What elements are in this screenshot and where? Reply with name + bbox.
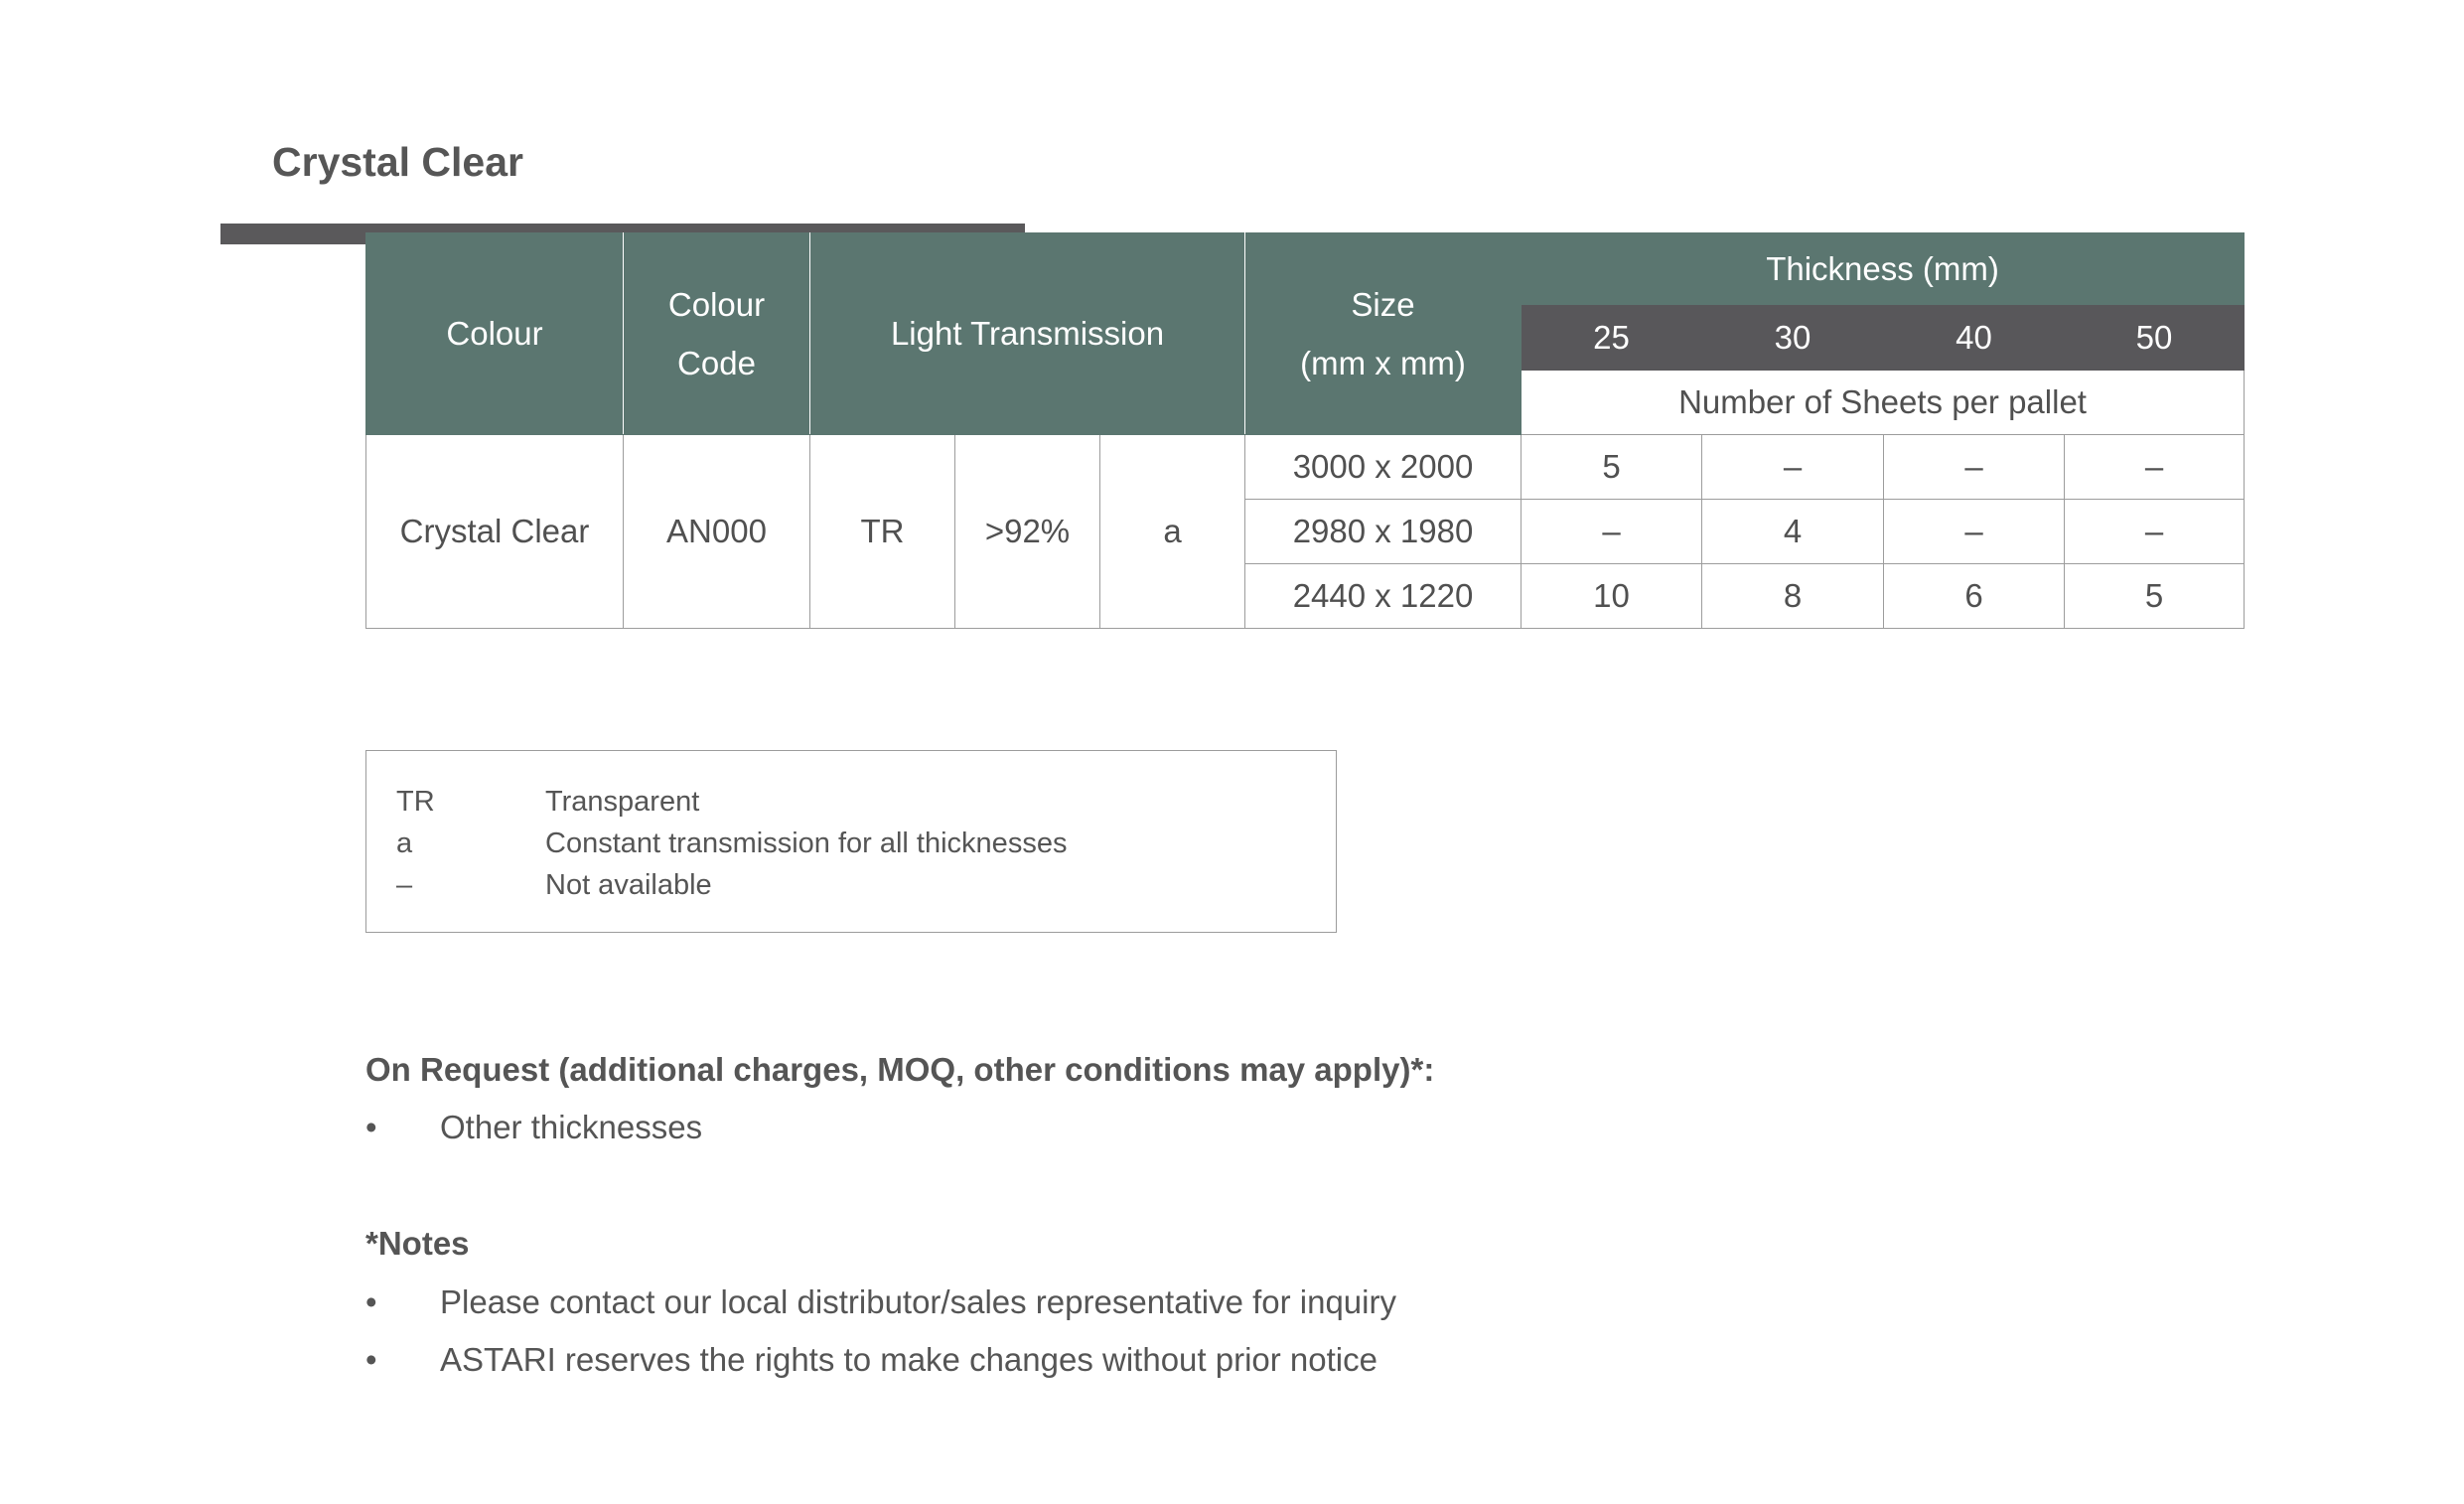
header-colour: Colour — [366, 233, 624, 435]
legend-text: Constant transmission for all thicknesses — [545, 827, 1068, 859]
header-colour-code — [624, 233, 810, 435]
header-thickness: Thickness (mm) — [1522, 233, 2245, 305]
bullet-marker: • — [365, 1341, 377, 1378]
cell-size: 2440 x 1220 — [1245, 564, 1522, 629]
legend-box — [365, 750, 1337, 933]
legend-key: TR — [396, 786, 435, 818]
cell-transmission: >92% — [955, 435, 1100, 629]
list-item — [365, 1341, 1377, 1379]
list-item — [365, 1109, 702, 1146]
thickness-50: 50 — [2065, 305, 2245, 371]
legend-text: Transparent — [545, 786, 700, 818]
legend-row — [396, 869, 712, 902]
spec-table — [365, 232, 2245, 629]
cell-value: – — [1884, 435, 2065, 500]
cell-colour-code: AN000 — [624, 435, 810, 629]
notes-heading: *Notes — [365, 1225, 470, 1262]
cell-value: 5 — [2065, 564, 2245, 629]
header-size-line2: (mm x mm) — [1300, 345, 1466, 381]
thickness-40: 40 — [1884, 305, 2065, 371]
page-title: Crystal Clear — [272, 139, 523, 185]
cell-value: 5 — [1522, 435, 1702, 500]
legend-key: a — [396, 827, 413, 859]
thickness-30: 30 — [1702, 305, 1884, 371]
cell-size: 3000 x 2000 — [1245, 435, 1522, 500]
header-size — [1245, 233, 1522, 435]
cell-type: TR — [810, 435, 955, 629]
cell-value: 10 — [1522, 564, 1702, 629]
cell-value: 6 — [1884, 564, 2065, 629]
legend-key: – — [396, 869, 413, 901]
legend-row — [396, 786, 699, 819]
header-light-transmission: Light Transmission — [810, 233, 1245, 435]
thickness-25: 25 — [1522, 305, 1702, 371]
table-row — [366, 435, 2245, 500]
cell-transmission-note: a — [1100, 435, 1245, 629]
bullet-marker: • — [365, 1283, 377, 1320]
legend-text: Not available — [545, 869, 712, 901]
list-item-text: Please contact our local distributor/sales representative for inquiry — [440, 1283, 1396, 1320]
header-colour-code-line1: Colour — [667, 286, 766, 323]
cell-value: 8 — [1702, 564, 1884, 629]
list-item-text: Other thicknesses — [440, 1109, 703, 1145]
header-colour-code-line2: Code — [677, 345, 756, 381]
cell-value: – — [2065, 435, 2245, 500]
cell-value: – — [1702, 435, 1884, 500]
legend-row — [396, 827, 1067, 860]
list-item — [365, 1283, 1396, 1321]
cell-value: – — [1884, 500, 2065, 564]
cell-size: 2980 x 1980 — [1245, 500, 1522, 564]
cell-colour: Crystal Clear — [366, 435, 624, 629]
cell-value: – — [1522, 500, 1702, 564]
bullet-marker: • — [365, 1109, 377, 1145]
on-request-heading: On Request (additional charges, MOQ, other conditions may apply)*: — [365, 1051, 1435, 1088]
list-item-text: ASTARI reserves the rights to make changes without prior notice — [440, 1341, 1377, 1378]
cell-value: 4 — [1702, 500, 1884, 564]
header-size-line1: Size — [1351, 286, 1415, 323]
cell-value: – — [2065, 500, 2245, 564]
header-sheets-per-pallet: Number of Sheets per pallet — [1522, 371, 2245, 435]
